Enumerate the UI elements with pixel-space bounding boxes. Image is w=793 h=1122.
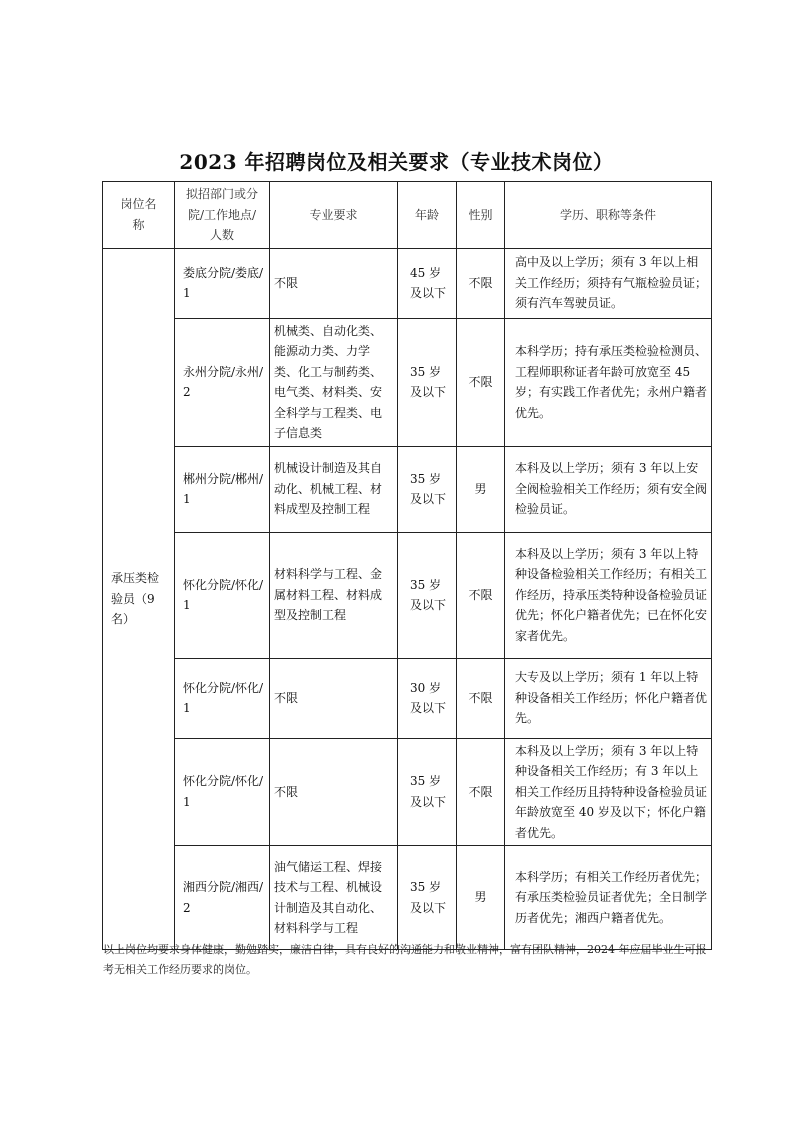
- dept-cell: 怀化分院/怀化/1: [175, 738, 270, 846]
- major-cell: 材料科学与工程、金属材料工程、材料成型及控制工程: [270, 532, 398, 658]
- dept-cell: 怀化分院/怀化/1: [175, 532, 270, 658]
- conditions-cell: 本科及以上学历；须有 3 年以上特种设备检验相关工作经历；有相关工作经历，持承压类特种设备检验员证优先；怀化户籍者优先；已在怀化安家者优先。: [505, 532, 712, 658]
- gender-cell: 不限: [457, 532, 505, 658]
- dept-cell: 娄底分院/娄底/1: [175, 248, 270, 318]
- gender-cell: 不限: [457, 658, 505, 738]
- header-age: 年龄: [398, 182, 457, 249]
- gender-cell: 男: [457, 846, 505, 950]
- table-row: [103, 846, 712, 950]
- age-cell: 35 岁及以下: [398, 446, 457, 532]
- gender-cell: 不限: [457, 248, 505, 318]
- gender-cell: 不限: [457, 318, 505, 446]
- age-cell: 35 岁及以下: [398, 532, 457, 658]
- header-conditions: 学历、职称等条件: [505, 182, 712, 249]
- age-cell: 35 岁及以下: [398, 846, 457, 950]
- major-cell: 不限: [270, 658, 398, 738]
- table-row: [103, 248, 712, 318]
- age-cell: 35 岁及以下: [398, 318, 457, 446]
- header-department: 拟招部门或分院/工作地点/人数: [175, 182, 270, 249]
- document-title: 2023 年招聘岗位及相关要求（专业技术岗位）: [179, 150, 614, 174]
- major-cell: 不限: [270, 738, 398, 846]
- conditions-cell: 本科及以上学历；须有 3 年以上特种设备相关工作经历；有 3 年以上相关工作经历且持特种设备检验员证年龄放宽至 40 岁及以下；怀化户籍者优先。: [505, 738, 712, 846]
- conditions-cell: 高中及以上学历；须有 3 年以上相关工作经历；须持有气瓶检验员证；须有汽车驾驶员证。: [505, 248, 712, 318]
- age-cell: 30 岁及以下: [398, 658, 457, 738]
- dept-cell: 永州分院/永州/2: [175, 318, 270, 446]
- footnote: 以上岗位均要求身体健康，勤勉踏实，廉洁自律，具有良好的沟通能力和敬业精神，富有团队精神，2024 年应届毕业生可报考无相关工作经历要求的岗位。: [103, 943, 707, 976]
- age-cell: 45 岁及以下: [398, 248, 457, 318]
- table-row: [103, 446, 712, 532]
- gender-cell: 不限: [457, 738, 505, 846]
- major-cell: 油气储运工程、焊接技术与工程、机械设计制造及其自动化、材料科学与工程: [270, 846, 398, 950]
- table-row: [103, 738, 712, 846]
- table-row: [103, 658, 712, 738]
- major-cell: 机械设计制造及其自动化、机械工程、材料成型及控制工程: [270, 446, 398, 532]
- gender-cell: 男: [457, 446, 505, 532]
- conditions-cell: 本科及以上学历；须有 3 年以上安全阀检验相关工作经历；须有安全阀检验员证。: [505, 446, 712, 532]
- job-requirements-table: [102, 181, 712, 950]
- conditions-cell: 大专及以上学历；须有 1 年以上特种设备相关工作经历；怀化户籍者优先。: [505, 658, 712, 738]
- conditions-cell: 本科学历；持有承压类检验检测员、工程师职称证者年龄可放宽至 45 岁；有实践工作者优先；永州户籍者优先。: [505, 318, 712, 446]
- table-header-row: [103, 182, 712, 249]
- table-row: [103, 318, 712, 446]
- header-major: 专业要求: [270, 182, 398, 249]
- post-name-cell: 承压类检验员（9 名）: [103, 248, 175, 950]
- conditions-cell: 本科学历；有相关工作经历者优先；有承压类检验员证者优先；全日制学历者优先；湘西户籍者优先。: [505, 846, 712, 950]
- major-cell: 机械类、自动化类、能源动力类、力学类、化工与制药类、电气类、材料类、安全科学与工程类、电子信息类: [270, 318, 398, 446]
- header-post-name: 岗位名称: [103, 182, 175, 249]
- table-row: [103, 532, 712, 658]
- header-gender: 性别: [457, 182, 505, 249]
- major-cell: 不限: [270, 248, 398, 318]
- dept-cell: 湘西分院/湘西/2: [175, 846, 270, 950]
- dept-cell: 郴州分院/郴州/1: [175, 446, 270, 532]
- dept-cell: 怀化分院/怀化/1: [175, 658, 270, 738]
- age-cell: 35 岁及以下: [398, 738, 457, 846]
